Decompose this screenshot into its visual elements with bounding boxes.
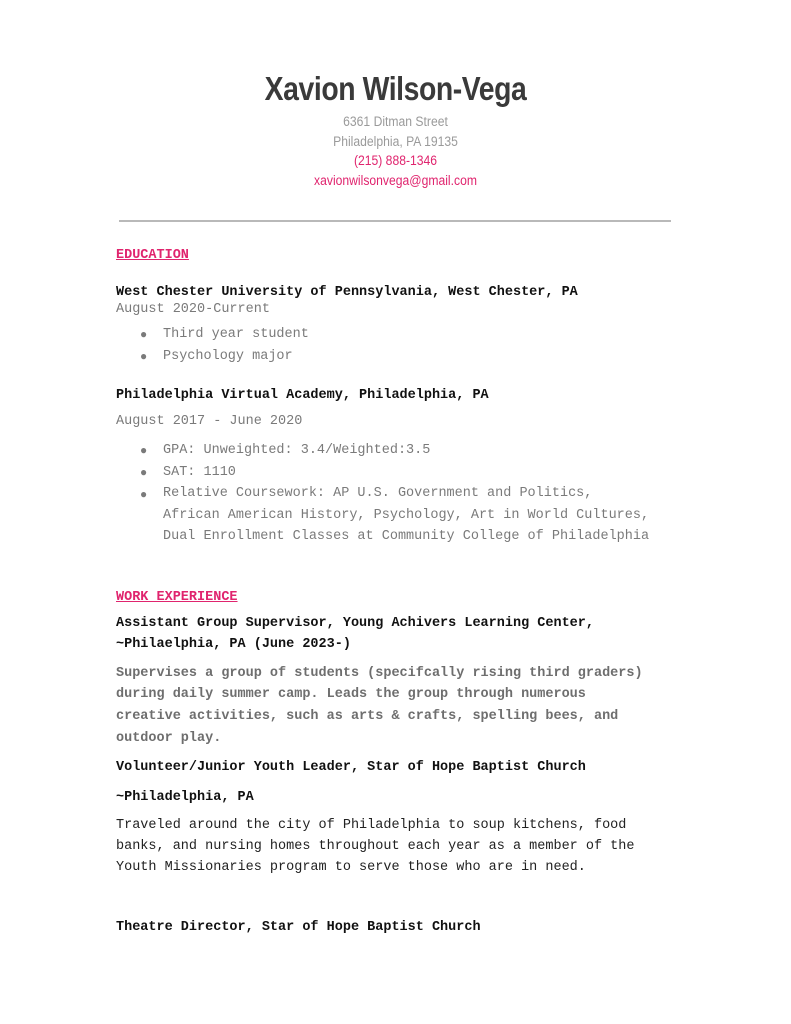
bullet-icon: ●	[140, 350, 148, 364]
phone-number: (215) 888-1346	[353, 153, 438, 168]
job-description-line: outdoor play.	[116, 731, 222, 746]
education-heading: EDUCATION	[116, 248, 189, 263]
job-location: ~Philadelphia, PA	[116, 790, 254, 805]
list-item: SAT: 1110	[163, 465, 236, 480]
applicant-name: Xavion Wilson-Vega	[264, 70, 527, 107]
list-item: Psychology major	[163, 349, 293, 364]
school-dates: August 2017 - June 2020	[116, 414, 303, 429]
job-location: ~Philaelphia, PA (June 2023-)	[116, 637, 351, 652]
school-title: Philadelphia Virtual Academy, Philadelphia, PA	[116, 388, 489, 403]
job-description-line: creative activities, such as arts & crafts, spelling bees, and	[116, 709, 619, 724]
job-description-line: banks, and nursing homes throughout each year as a member of the	[116, 839, 635, 854]
job-description-line: Traveled around the city of Philadelphia to soup kitchens, food	[116, 818, 627, 833]
bullet-icon: ●	[140, 444, 148, 458]
address-city: Philadelphia, PA 19135	[333, 134, 458, 149]
work-experience-heading: WORK EXPERIENCE	[116, 590, 238, 605]
job-title: Assistant Group Supervisor, Young Achivers Learning Center,	[116, 616, 594, 631]
bullet-icon: ●	[140, 328, 148, 342]
header-divider	[119, 220, 671, 222]
job-description-line: during daily summer camp. Leads the group through numerous	[116, 687, 586, 702]
list-item-continuation: African American History, Psychology, Art in World Cultures,	[163, 508, 650, 523]
list-item-continuation: Dual Enrollment Classes at Community College of Philadelphia	[163, 529, 650, 544]
job-description-line: Supervises a group of students (specifcally rising third graders)	[116, 666, 643, 681]
bullet-icon: ●	[140, 466, 148, 480]
job-title: Volunteer/Junior Youth Leader, Star of Hope Baptist Church	[116, 760, 586, 775]
job-title: Theatre Director, Star of Hope Baptist Church	[116, 920, 481, 935]
job-description-line: Youth Missionaries program to serve those who are in need.	[116, 860, 586, 875]
list-item: GPA: Unweighted: 3.4/Weighted:3.5	[163, 443, 431, 458]
email-address: xavionwilsonvega@gmail.com	[314, 173, 477, 188]
school-title: West Chester University of Pennsylvania, West Chester, PA	[116, 285, 578, 300]
list-item: Third year student	[163, 327, 309, 342]
bullet-icon: ●	[140, 488, 148, 502]
school-dates: August 2020-Current	[116, 302, 270, 317]
list-item: Relative Coursework: AP U.S. Government and Politics,	[163, 486, 593, 501]
address-street: 6361 Ditman Street	[343, 114, 448, 129]
